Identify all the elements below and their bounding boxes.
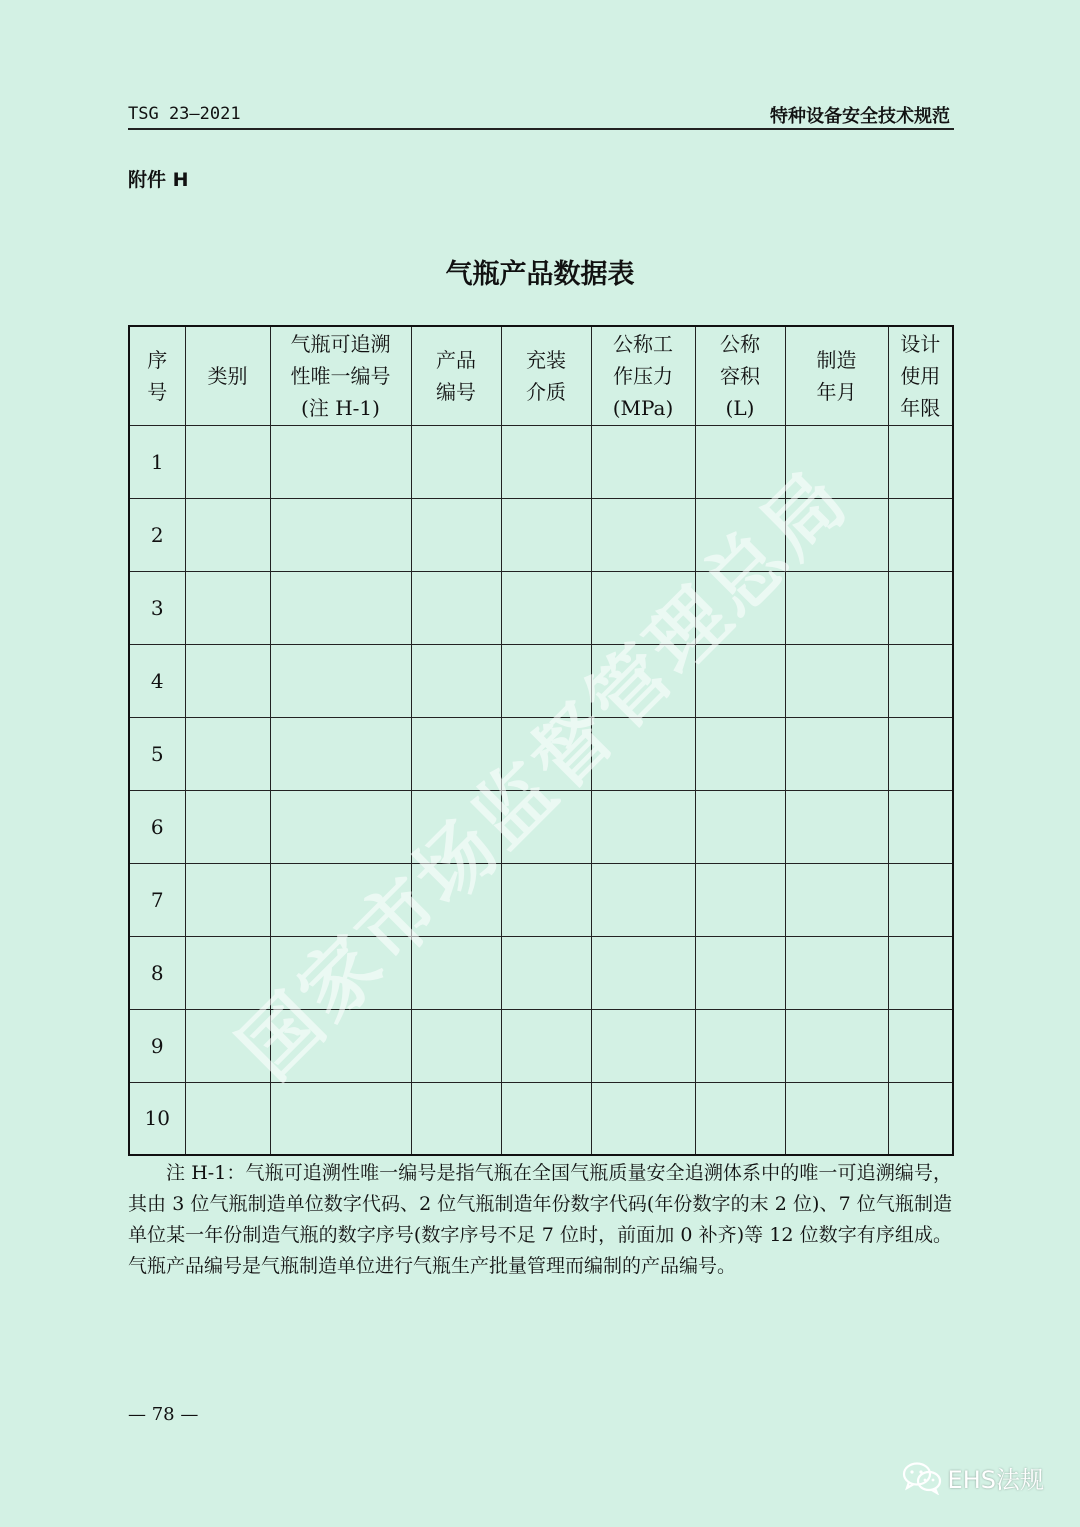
table-cell: [411, 571, 501, 644]
table-cell: [695, 936, 785, 1009]
column-header-line: 气瓶可追溯: [290, 331, 391, 356]
header-title: 特种设备安全技术规范: [770, 106, 950, 127]
table-cell: [411, 498, 501, 571]
footnote: 注 H-1：气瓶可追溯性唯一编号是指气瓶在全国气瓶质量安全追溯体系中的唯一可追溯编号，其由 3 位气瓶制造单位数字代码、2 位气瓶制造年份数字代码(年份数字的末 2 位)、7 位气瓶制造单位某一年份制造气瓶的数字序号(数字序号不足 7 位时，前面加 0 补齐)等 12 位数字有序组成。气瓶产品编号是气瓶制造单位进行气瓶生产批量管理而编制的产品编号。: [128, 1162, 952, 1277]
table-cell: [501, 1009, 591, 1082]
table-cell: [411, 936, 501, 1009]
table-cell: [591, 717, 695, 790]
table-cell: [888, 644, 953, 717]
table-cell: [695, 644, 785, 717]
column-header-line: 容积: [720, 363, 760, 388]
row-number: 5: [129, 717, 185, 790]
column-header-line: 年月: [816, 379, 857, 404]
table-cell: [185, 571, 270, 644]
column-header-line: 编号: [436, 379, 476, 404]
table-row: [129, 1082, 953, 1155]
table-row: [129, 498, 953, 571]
table-cell: [785, 936, 888, 1009]
table-row: [129, 571, 953, 644]
data-table: [128, 325, 954, 1156]
column-header-line: 公称: [720, 331, 760, 356]
column-header-line: 序: [147, 347, 168, 372]
table-cell: [785, 1009, 888, 1082]
column-header: [785, 326, 888, 425]
table-cell: [695, 498, 785, 571]
column-header-line: 类别: [207, 363, 248, 388]
column-header-line: 性唯一编号: [290, 363, 391, 388]
table-cell: [695, 863, 785, 936]
table-cell: [888, 1082, 953, 1155]
table-cell: [785, 644, 888, 717]
table-header-row: [129, 326, 953, 425]
table-row: [129, 790, 953, 863]
table-cell: [270, 717, 411, 790]
column-header-line: 作压力: [613, 363, 673, 388]
column-header-line: 介质: [526, 379, 566, 404]
table-cell: [888, 498, 953, 571]
row-number: 7: [129, 863, 185, 936]
row-number: 8: [129, 936, 185, 1009]
table-cell: [270, 571, 411, 644]
column-header-line: 设计: [900, 331, 941, 356]
table-cell: [695, 1009, 785, 1082]
column-header-line: 年限: [900, 395, 941, 420]
table-cell: [270, 863, 411, 936]
table-cell: [185, 863, 270, 936]
row-number: 2: [129, 498, 185, 571]
column-header: [501, 326, 591, 425]
row-number: 4: [129, 644, 185, 717]
column-header-line: 充装: [526, 347, 566, 372]
table-cell: [785, 863, 888, 936]
column-header: [411, 326, 501, 425]
table-cell: [591, 936, 695, 1009]
table-row: [129, 717, 953, 790]
table-cell: [501, 498, 591, 571]
column-header: [129, 326, 185, 425]
table-row: [129, 936, 953, 1009]
table-row: [129, 863, 953, 936]
table-cell: [501, 425, 591, 498]
column-header-line: (注 H-1): [301, 395, 380, 420]
table-cell: [501, 790, 591, 863]
table-cell: [185, 644, 270, 717]
table-cell: [785, 1082, 888, 1155]
table-cell: [185, 1009, 270, 1082]
table-cell: [695, 1082, 785, 1155]
watermark: 国家市场监督管理总局: [223, 453, 867, 1097]
table-cell: [501, 863, 591, 936]
table-cell: [185, 498, 270, 571]
column-header-line: 制造: [816, 347, 857, 372]
header-standard-code: TSG 23—2021: [128, 104, 241, 124]
table-cell: [888, 863, 953, 936]
account-badge: [902, 1460, 1044, 1495]
appendix-label: 附件 H: [128, 169, 189, 191]
table-cell: [411, 863, 501, 936]
table-cell: [270, 498, 411, 571]
table-cell: [270, 1009, 411, 1082]
table-cell: [888, 425, 953, 498]
table-cell: [888, 1009, 953, 1082]
table-cell: [591, 1082, 695, 1155]
row-number: 3: [129, 571, 185, 644]
table-row: [129, 425, 953, 498]
row-number: 6: [129, 790, 185, 863]
column-header-line: 公称工: [613, 331, 673, 356]
table-cell: [185, 936, 270, 1009]
table-cell: [591, 1009, 695, 1082]
column-header: [185, 326, 270, 425]
table-cell: [888, 571, 953, 644]
table-cell: [501, 936, 591, 1009]
table-cell: [411, 644, 501, 717]
table-cell: [270, 644, 411, 717]
table-cell: [501, 1082, 591, 1155]
table-row: [129, 644, 953, 717]
table-cell: [185, 790, 270, 863]
row-number: 9: [129, 1009, 185, 1082]
table-row: [129, 1009, 953, 1082]
table-cell: [270, 1082, 411, 1155]
table-cell: [785, 571, 888, 644]
table-cell: [888, 717, 953, 790]
table-cell: [695, 790, 785, 863]
account-label: EHS法规: [947, 1466, 1044, 1494]
table-cell: [411, 1009, 501, 1082]
table-cell: [695, 717, 785, 790]
table-cell: [411, 790, 501, 863]
table-cell: [411, 425, 501, 498]
table-cell: [411, 1082, 501, 1155]
table-cell: [501, 571, 591, 644]
table-cell: [185, 717, 270, 790]
table-cell: [501, 644, 591, 717]
column-header-line: (L): [725, 395, 755, 420]
table-body: [129, 425, 953, 1155]
table-cell: [888, 936, 953, 1009]
table-cell: [591, 644, 695, 717]
table-cell: [695, 571, 785, 644]
table-cell: [785, 425, 888, 498]
row-number: 1: [129, 425, 185, 498]
column-header-line: 产品: [436, 347, 476, 372]
column-header: [591, 326, 695, 425]
table-cell: [591, 425, 695, 498]
column-header-line: 号: [147, 379, 168, 404]
wechat-icon: [902, 1461, 942, 1495]
table-cell: [185, 1082, 270, 1155]
column-header: [695, 326, 785, 425]
column-header-line: (MPa): [612, 395, 674, 420]
table-cell: [270, 425, 411, 498]
table-cell: [270, 790, 411, 863]
table-cell: [785, 717, 888, 790]
table-cell: [270, 936, 411, 1009]
column-header-line: 使用: [900, 363, 941, 388]
table-cell: [185, 425, 270, 498]
column-header: [888, 326, 953, 425]
table-cell: [591, 790, 695, 863]
table-cell: [785, 790, 888, 863]
table-title: 气瓶产品数据表: [445, 259, 635, 290]
table-cell: [591, 571, 695, 644]
table-cell: [695, 425, 785, 498]
table-cell: [591, 863, 695, 936]
table-cell: [785, 498, 888, 571]
column-header: [270, 326, 411, 425]
row-number: 10: [129, 1082, 185, 1155]
table-cell: [411, 717, 501, 790]
header-rule: [128, 128, 954, 130]
page-number: — 78 —: [128, 1404, 199, 1425]
table-cell: [888, 790, 953, 863]
table-cell: [591, 498, 695, 571]
table-cell: [501, 717, 591, 790]
